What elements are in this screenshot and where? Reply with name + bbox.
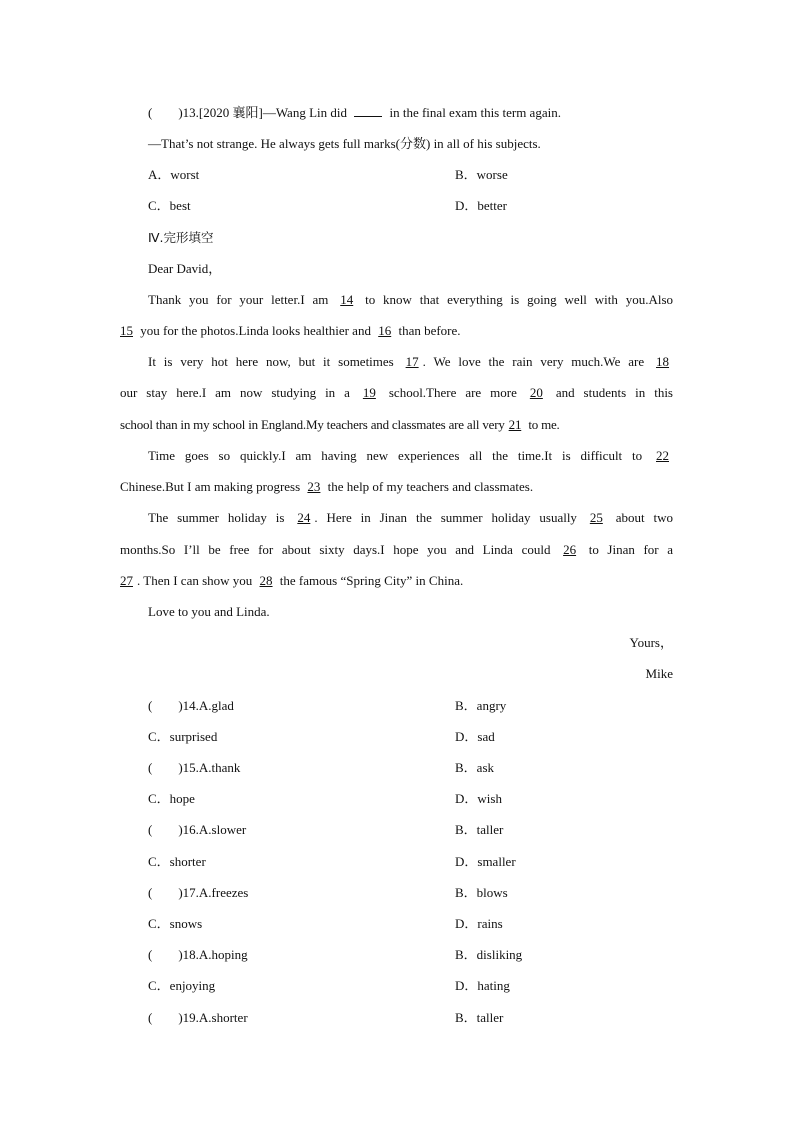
blank-21[interactable]: 21: [508, 417, 522, 432]
blank-18[interactable]: 18: [656, 354, 670, 369]
q13-blank[interactable]: [354, 104, 382, 117]
text: months.So I’ll be free for about sixty days.I hope you and Linda could: [120, 542, 551, 557]
q14-option-b[interactable]: B．angry: [455, 698, 507, 713]
text: the help of my teachers and classmates.: [327, 479, 534, 494]
blank-14[interactable]: 14: [340, 292, 354, 307]
blank-19[interactable]: 19: [362, 385, 376, 400]
q16-option-b[interactable]: B．taller: [455, 822, 504, 837]
q18-option-a[interactable]: ( )18.A.hoping: [148, 947, 248, 962]
blank-17[interactable]: 17: [405, 354, 419, 369]
letter-closing: Love to you and Linda.: [148, 604, 270, 619]
q16-option-a[interactable]: ( )16.A.slower: [148, 822, 247, 837]
blank-20[interactable]: 20: [529, 385, 543, 400]
letter-line-6: [148, 447, 673, 465]
blank-23[interactable]: 23: [307, 479, 321, 494]
text: the famous “Spring City” in China.: [279, 573, 464, 588]
letter-line-8: [148, 509, 673, 527]
text: The summer holiday is: [148, 510, 285, 525]
q17-option-a[interactable]: ( )17.A.freezes: [148, 885, 249, 900]
text: to Jinan for a: [588, 542, 674, 557]
blank-16[interactable]: 16: [378, 323, 392, 338]
text: to me.: [528, 417, 560, 432]
letter-line-5: [120, 416, 560, 434]
q16-option-d[interactable]: D．smaller: [455, 854, 516, 869]
blank-22[interactable]: 22: [656, 448, 669, 463]
letter-line-4: [120, 384, 673, 402]
text: school than in my school in England.My teachers and classmates are all very: [120, 417, 505, 432]
text: Thank you for your letter.I am: [148, 292, 329, 307]
text: and students in this: [555, 385, 673, 400]
q13-option-a[interactable]: A．worst: [148, 167, 200, 182]
text: school.There are more: [388, 385, 517, 400]
q19-option-a[interactable]: ( )19.A.shorter: [148, 1010, 248, 1025]
q18-option-b[interactable]: B．disliking: [455, 947, 523, 962]
q15-option-a[interactable]: ( )15.A.thank: [148, 760, 241, 775]
section-title: Ⅳ.完形填空: [148, 230, 214, 245]
text: than before.: [398, 323, 461, 338]
q18-option-c[interactable]: C．enjoying: [148, 978, 216, 993]
q18-option-d[interactable]: D．hating: [455, 978, 510, 993]
q16-option-c[interactable]: C．shorter: [148, 854, 206, 869]
letter-line-1: [148, 291, 673, 309]
letter-line-2: [120, 322, 461, 340]
q13-prefix: ( )13.[2020 襄阳]—Wang Lin did: [148, 105, 347, 120]
letter-line-10: [120, 572, 463, 590]
text: . Then I can show you: [137, 573, 253, 588]
letter-signature: Mike: [645, 666, 673, 681]
q14-option-c[interactable]: C．surprised: [148, 729, 218, 744]
text: to know that everything is going well with you.Also: [365, 292, 674, 307]
letter-line-3: [148, 353, 673, 371]
q15-option-d[interactable]: D．wish: [455, 791, 502, 806]
letter-line-9: [120, 541, 673, 559]
q15-option-b[interactable]: B．ask: [455, 760, 495, 775]
q14-option-a[interactable]: ( )14.A.glad: [148, 698, 234, 713]
text: . Here in Jinan the summer holiday usually: [314, 510, 577, 525]
blank-24[interactable]: 24: [297, 510, 311, 525]
q17-option-d[interactable]: D．rains: [455, 916, 503, 931]
blank-25[interactable]: 25: [589, 510, 603, 525]
q17-option-c[interactable]: C．snows: [148, 916, 203, 931]
blank-28[interactable]: 28: [259, 573, 273, 588]
blank-27[interactable]: 27: [120, 573, 133, 588]
text: Time goes so quickly.I am having new experiences all the time.It is difficult to: [148, 448, 643, 463]
q19-option-b[interactable]: B．taller: [455, 1010, 504, 1025]
q13-option-d[interactable]: D．better: [455, 198, 507, 213]
q13-option-b[interactable]: B．worse: [455, 167, 508, 182]
q13-option-c[interactable]: C．best: [148, 198, 191, 213]
letter-yours: Yours，: [629, 635, 673, 650]
text: about two: [615, 510, 673, 525]
letter-line-7: [120, 478, 533, 496]
text: Chinese.But I am making progress: [120, 479, 301, 494]
letter-greeting: Dear David，: [148, 261, 222, 276]
text: . We love the rain very much.We are: [422, 354, 645, 369]
q15-option-c[interactable]: C．hope: [148, 791, 195, 806]
blank-15[interactable]: 15: [120, 323, 133, 338]
q14-option-d[interactable]: D．sad: [455, 729, 495, 744]
text: It is very hot here now, but it sometimes: [148, 354, 394, 369]
q13-stem: [148, 104, 561, 122]
q13-reply: —That’s not strange. He always gets full marks(分数) in all of his subjects.: [148, 136, 541, 151]
text: our stay here.I am now studying in a: [120, 385, 350, 400]
q13-suffix: in the final exam this term again.: [389, 105, 561, 120]
q17-option-b[interactable]: B．blows: [455, 885, 508, 900]
blank-26[interactable]: 26: [563, 542, 577, 557]
text: you for the photos.Linda looks healthier and: [140, 323, 371, 338]
